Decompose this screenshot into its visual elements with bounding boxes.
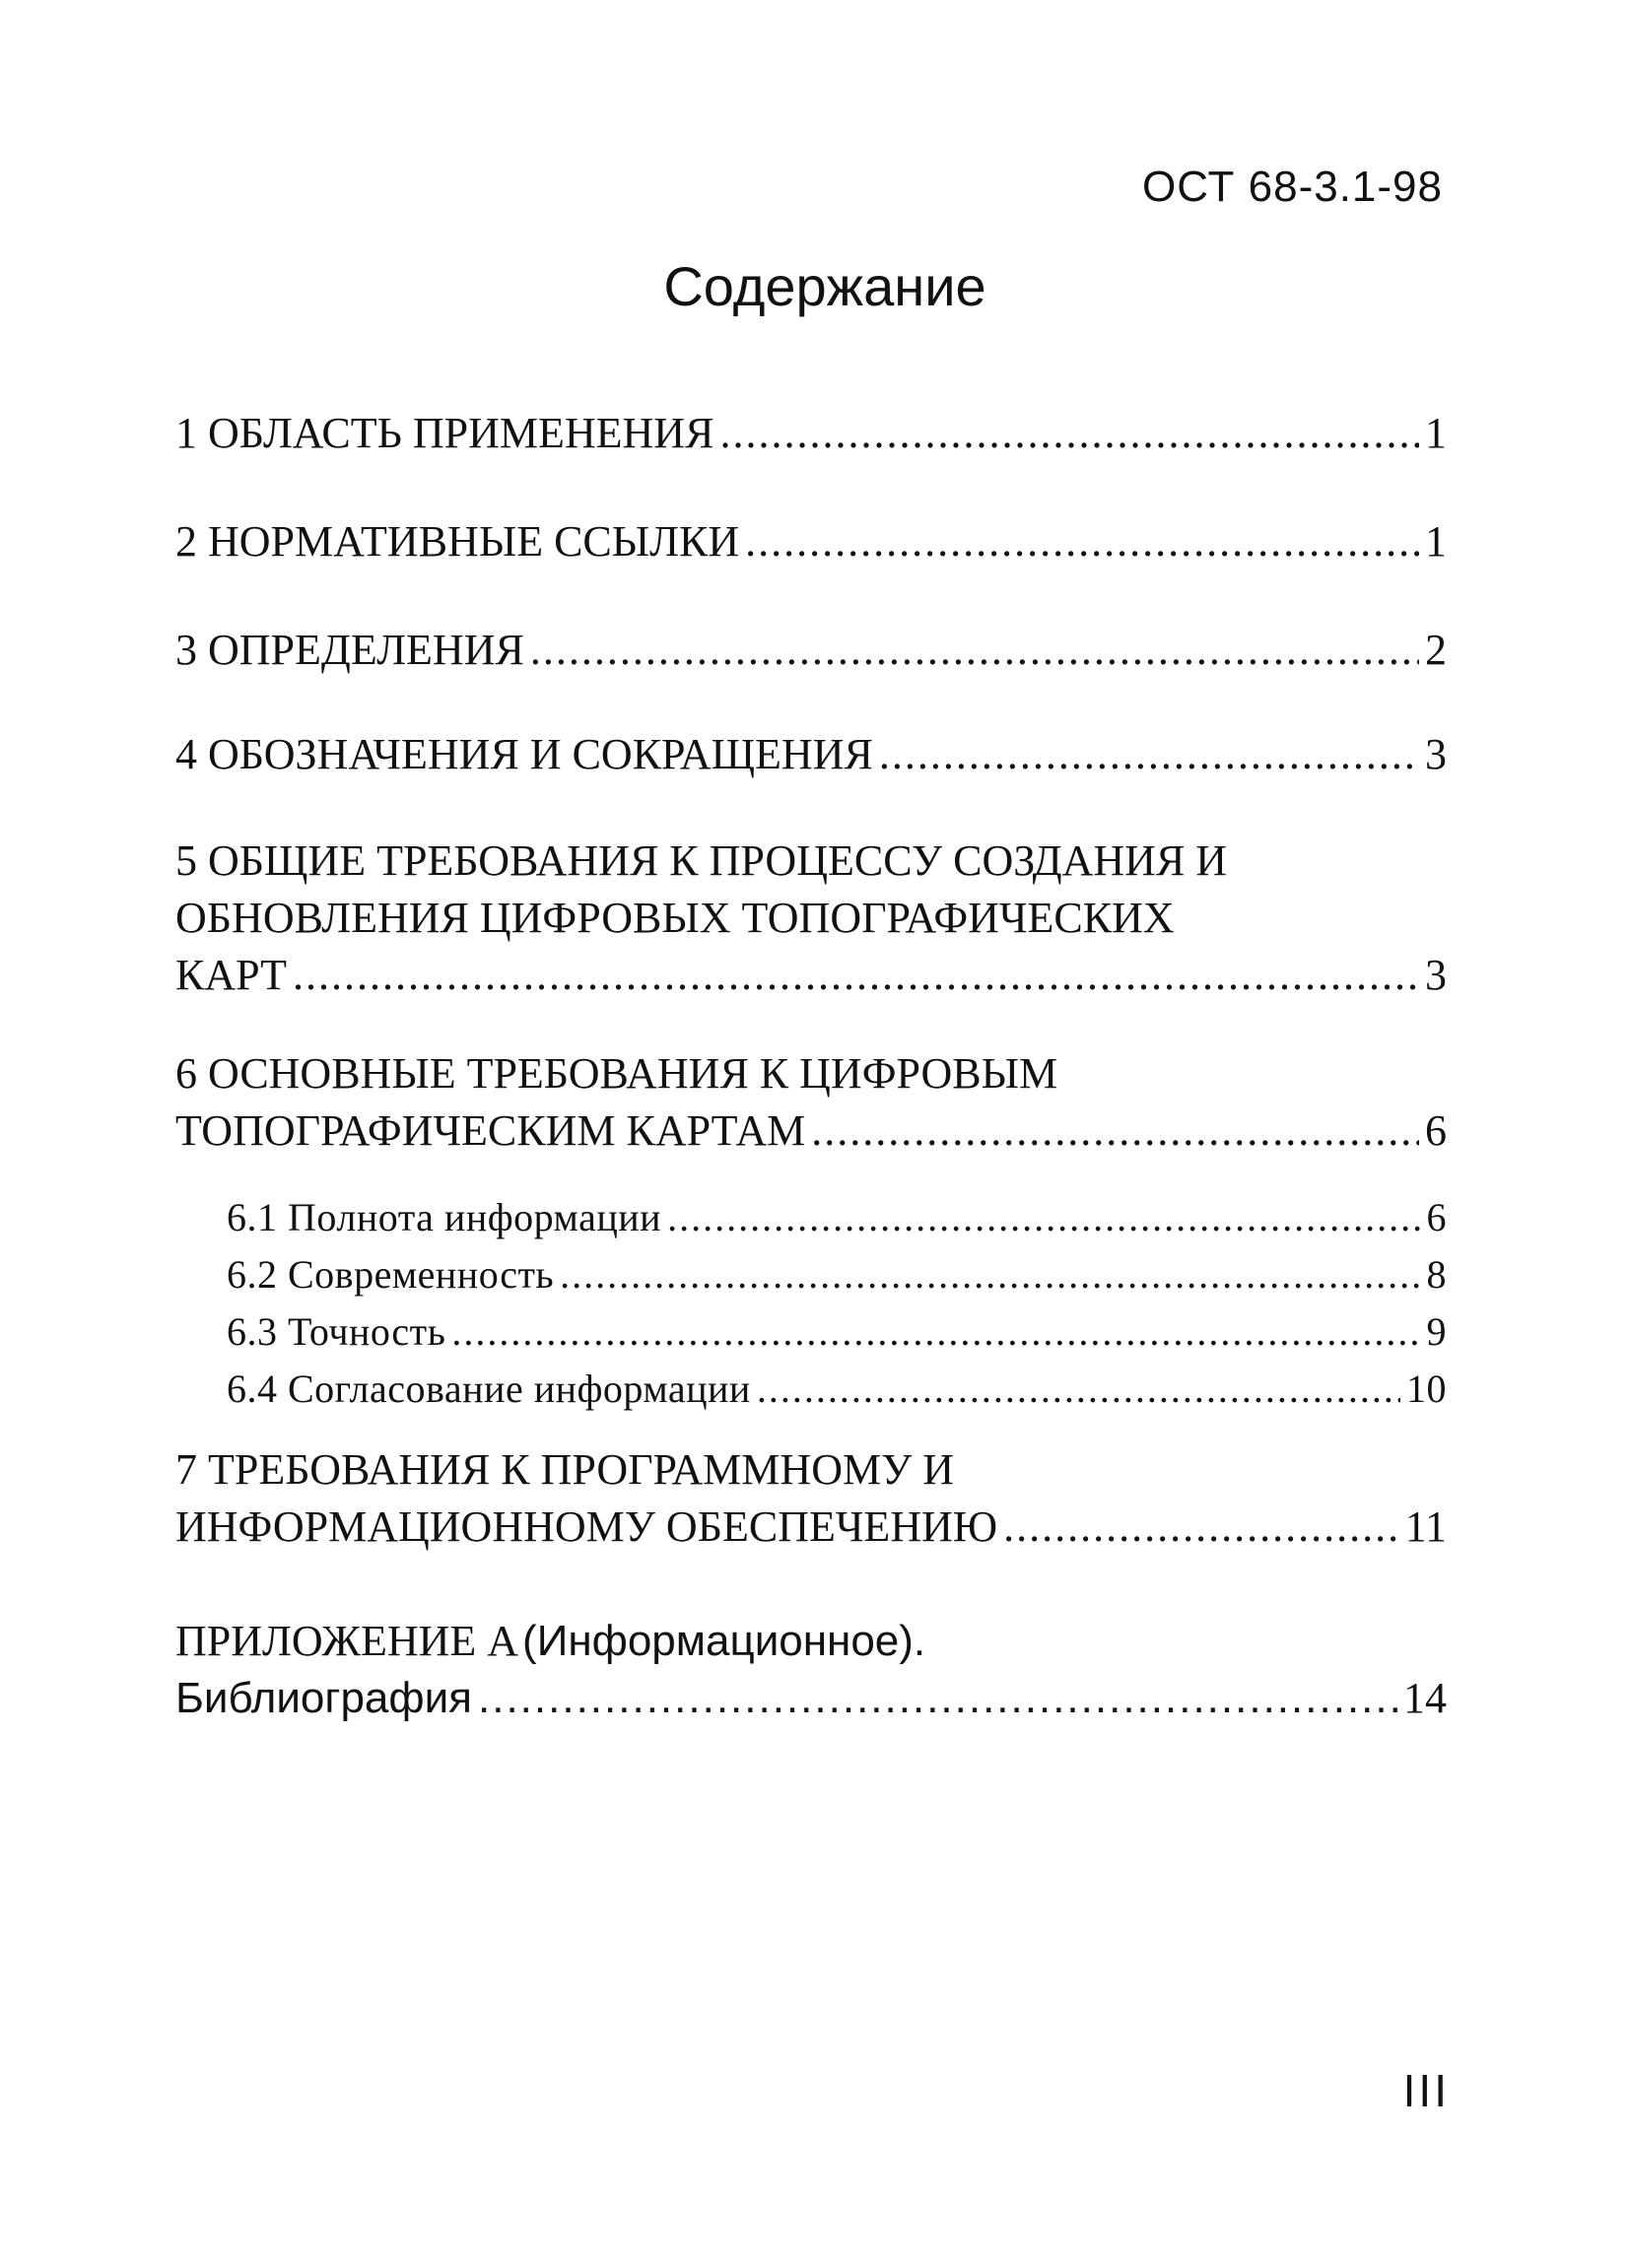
toc-entry-page: 11 — [1404, 1502, 1447, 1551]
toc-leader-dots — [1003, 1501, 1399, 1552]
toc-entry-3[interactable] — [175, 625, 1447, 682]
toc-entry-label: 4 ОБОЗНАЧЕНИЯ И СОКРАЩЕНИЯ — [175, 730, 873, 778]
toc-leader-dots — [560, 1251, 1420, 1298]
toc-entry-page: 9 — [1426, 1309, 1447, 1354]
page-number: III — [1402, 2065, 1450, 2116]
toc-entry-2[interactable] — [175, 516, 1447, 573]
document-code: ОСТ 68-3.1-98 — [1142, 163, 1443, 211]
toc-entry-page: 1 — [1425, 409, 1447, 457]
toc-entry-label: 3 ОПРЕДЕЛЕНИЯ — [175, 626, 524, 674]
toc-entry-page: 1 — [1425, 517, 1447, 566]
page-title: Содержание — [663, 255, 986, 317]
toc-entry-page: 8 — [1426, 1252, 1447, 1297]
toc-entry-label-line: ОБНОВЛЕНИЯ ЦИФРОВЫХ ТОПОГРАФИЧЕСКИХ — [175, 894, 1175, 942]
toc-entry-6[interactable] — [175, 1048, 1447, 1163]
toc-entry-4[interactable] — [175, 729, 1447, 786]
toc-entry-page: 3 — [1425, 951, 1447, 999]
toc-leader-dots — [745, 516, 1419, 567]
toc-leader-dots — [530, 625, 1419, 675]
toc-leader-dots — [667, 1194, 1420, 1240]
toc-leader-dots — [293, 950, 1419, 1000]
toc-entry-page: 14 — [1403, 1674, 1447, 1722]
toc-entry-page: 3 — [1425, 730, 1447, 778]
toc-entry-label-line: 5 ОБЩИЕ ТРЕБОВАНИЯ К ПРОЦЕССУ СОЗДАНИЯ И — [175, 836, 1228, 885]
toc-entry-label: КАРТ — [175, 951, 288, 999]
toc-leader-dots — [478, 1674, 1397, 1723]
toc-entry-label: 6.2 Современность — [227, 1252, 555, 1297]
toc-entry-label: ТОПОГРАФИЧЕСКИМ КАРТАМ — [175, 1106, 806, 1155]
toc-entry-label-line: 7 ТРЕБОВАНИЯ К ПРОГРАММНОМУ И — [175, 1445, 955, 1494]
toc-entry-page: 2 — [1425, 626, 1447, 674]
toc-leader-dots — [811, 1105, 1419, 1156]
toc-entry-label: ИНФОРМАЦИОННОМУ ОБЕСПЕЧЕНИЮ — [175, 1502, 998, 1551]
toc-entry-label: Библиография — [175, 1674, 472, 1722]
toc-leader-dots — [879, 729, 1419, 779]
toc-entry-7[interactable] — [175, 1444, 1447, 1559]
toc-entry-appendix-a[interactable] — [175, 1616, 1447, 1730]
toc-entry-page: 6 — [1426, 1195, 1447, 1239]
toc-entry-6-2[interactable] — [227, 1251, 1447, 1308]
toc-entry-label-line: 6 ОСНОВНЫЕ ТРЕБОВАНИЯ К ЦИФРОВЫМ — [175, 1049, 1058, 1098]
toc-entry-label-note: (Информационное). — [522, 1617, 926, 1665]
toc-entry-label: 1 ОБЛАСТЬ ПРИМЕНЕНИЯ — [175, 409, 714, 457]
toc-entry-label: ПРИЛОЖЕНИЕ А — [175, 1617, 519, 1665]
toc-leader-dots — [451, 1308, 1420, 1355]
toc-leader-dots — [757, 1366, 1400, 1412]
toc-entry-label: 2 НОРМАТИВНЫЕ ССЫЛКИ — [175, 517, 740, 566]
toc-entry-6-3[interactable] — [227, 1308, 1447, 1366]
toc-entry-6-1[interactable] — [227, 1194, 1447, 1251]
toc-entry-1[interactable] — [175, 408, 1447, 465]
toc-entry-label: 6.4 Согласование информации — [227, 1367, 751, 1411]
toc-entry-label: 6.3 Точность — [227, 1309, 446, 1354]
toc-entry-6-4[interactable] — [227, 1366, 1447, 1423]
toc-entry-page: 10 — [1406, 1367, 1447, 1411]
toc-entry-label: 6.1 Полнота информации — [227, 1195, 662, 1239]
toc-entry-5[interactable] — [175, 835, 1447, 1007]
toc-entry-page: 6 — [1425, 1106, 1447, 1155]
toc-leader-dots — [719, 408, 1419, 458]
